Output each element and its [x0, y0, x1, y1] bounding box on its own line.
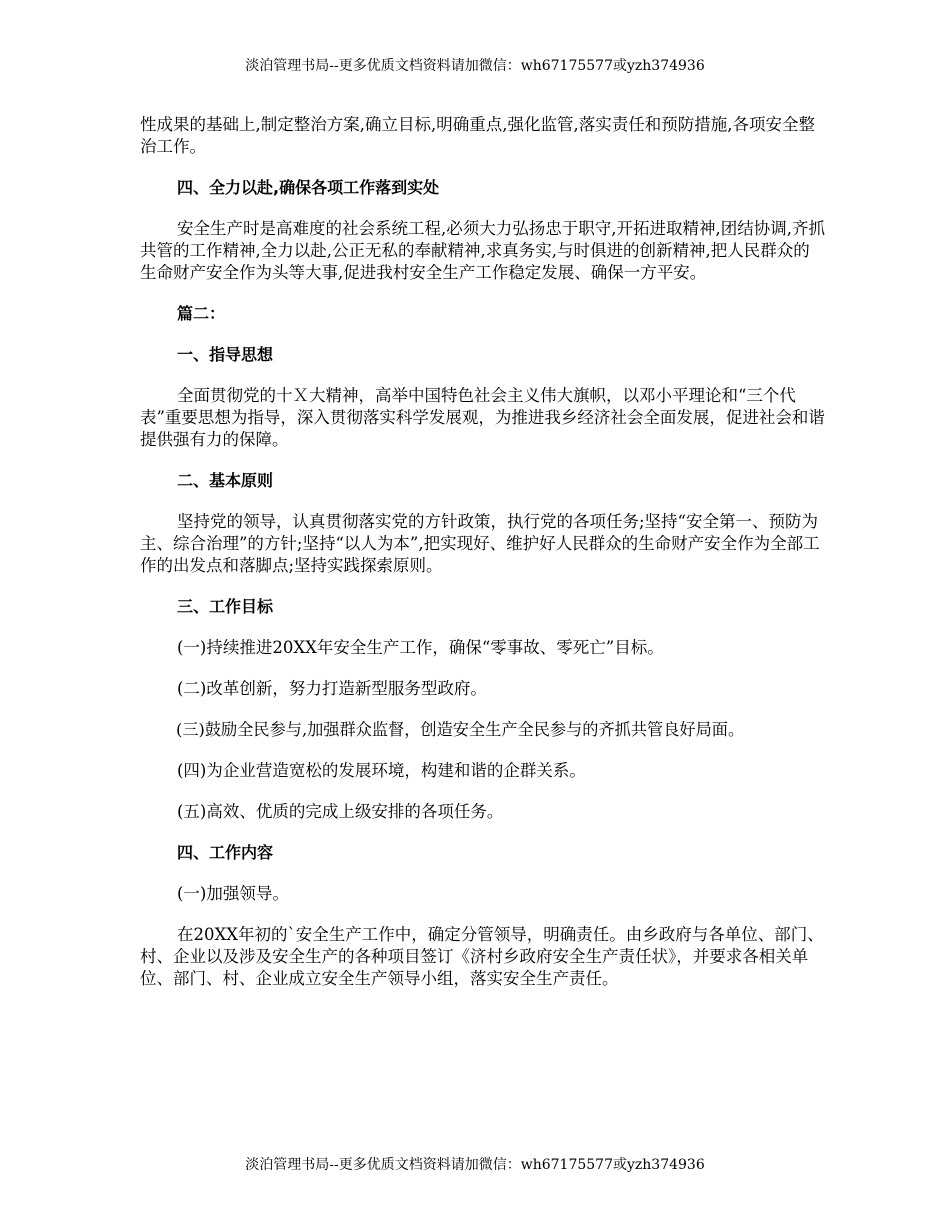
section-heading-guiding-ideology: 一、指导思想 — [177, 345, 274, 364]
document-body — [140, 114, 826, 1009]
paragraph-continued: 性成果的基础上,制定整治方案,确立目标,明确重点,强化监管,落实责任和预防措施,各项安全整治工作。 — [140, 115, 815, 156]
section-heading-work-content: 四、工作内容 — [177, 843, 274, 862]
paragraph-basic-principles: 坚持党的领导，认真贯彻落实党的方针政策，执行党的各项任务;坚持“安全第一、预防为主、综合治理”的方针;坚持“以人为本”,把实现好、维护好人民群众的生命财产安全作为全部工作的出发点和落脚点;坚持实践探索原则。 — [140, 512, 820, 575]
goal-item: (二)改革创新，努力打造新型服务型政府。 — [177, 679, 487, 698]
section-heading-all-out: 四、全力以赴,确保各项工作落到实处 — [177, 178, 440, 197]
goal-item: (五)高效、优质的完成上级安排的各项任务。 — [177, 802, 504, 821]
paragraph-guiding-ideology: 全面贯彻党的十Ｘ大精神，高举中国特色社会主义伟大旗帜，以邓小平理论和“三个代表”重要思想为指导，深入贯彻落实科学发展观，为推进我乡经济社会全面发展，促进社会和谐提供强有力的保障。 — [140, 386, 825, 449]
content-item: (一)加强领导。 — [177, 884, 289, 903]
page-footer: 淡泊管理书局--更多优质文档资料请加微信：wh67175577或yzh374936 — [245, 1157, 705, 1173]
paragraph-safety-engineering: 安全生产时是高难度的社会系统工程,必须大力弘扬忠于职守,开拓进取精神,团结协调,齐抓共管的工作精神,全力以赴,公正无私的奉献精神,求真务实,与时俱进的创新精神,把人民群众的生命财产安全作为头等大事,促进我村安全生产工作稳定发展、确保一方平安。 — [140, 219, 825, 282]
goal-item: (三)鼓励全民参与,加强群众监督，创造安全生产全民参与的齐抓共管良好局面。 — [176, 720, 745, 739]
goal-item: (一)持续推进20XX年安全生产工作，确保“零事故、零死亡”目标。 — [177, 638, 664, 657]
part-two-heading: 篇二： — [177, 304, 226, 323]
goal-item: (四)为企业营造宽松的发展环境，构建和谐的企群关系。 — [177, 761, 586, 780]
section-heading-basic-principles: 二、基本原则 — [177, 471, 274, 490]
section-heading-work-goals: 三、工作目标 — [177, 597, 274, 616]
paragraph-strengthen-leadership: 在20XX年初的`安全生产工作中，确定分管领导，明确责任。由乡政府与各单位、部门、村、企业以及涉及安全生产的各种项目签订《济村乡政府安全生产责任状》，并要求各相关单位、部门、村、企业成立安全生产领导小组，落实安全生产责任。 — [140, 925, 824, 988]
page-header: 淡泊管理书局--更多优质文档资料请加微信：wh67175577或yzh374936 — [245, 58, 705, 74]
